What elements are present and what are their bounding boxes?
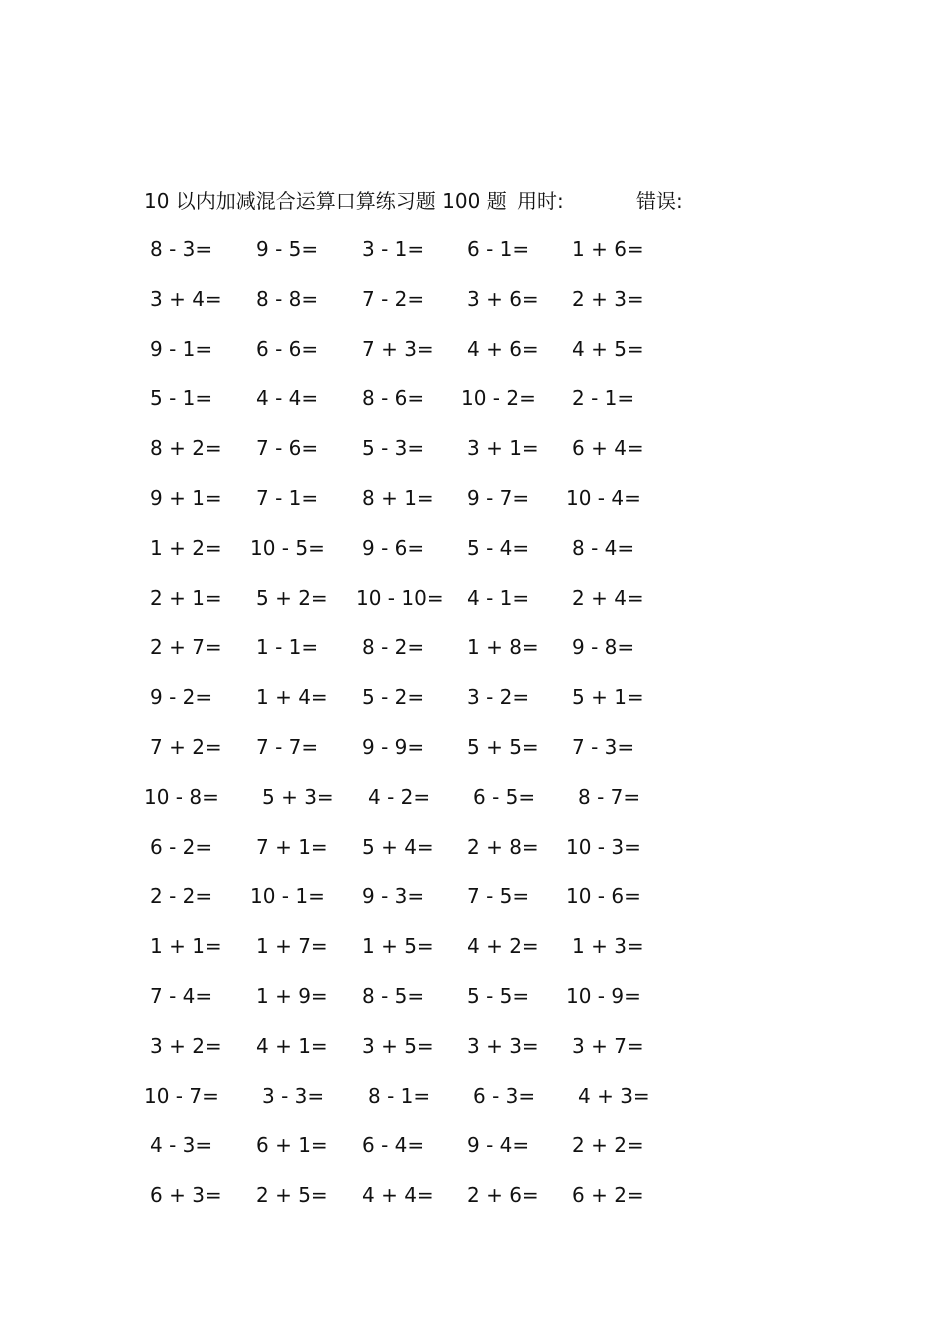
problem-row: [144, 732, 704, 782]
problem-item: 10 - 4=: [566, 485, 641, 510]
problem-item: 5 + 5=: [467, 734, 539, 759]
problem-item: 9 - 5=: [256, 237, 319, 261]
problem-item: 2 + 3=: [572, 286, 644, 311]
problem-item: 9 + 1=: [150, 485, 222, 510]
problem-item: 10 - 9=: [566, 983, 641, 1008]
problem-item: 2 + 1=: [150, 585, 222, 610]
problem-item: 9 - 2=: [150, 685, 213, 710]
problem-item: 1 + 1=: [150, 934, 222, 959]
problem-item: 4 + 5=: [572, 336, 644, 361]
problem-grid: [144, 234, 704, 1230]
problem-item: 1 + 7=: [256, 934, 328, 959]
problem-item: 3 + 5=: [362, 1033, 434, 1058]
problem-item: 6 - 1=: [467, 237, 530, 261]
problem-item: 4 + 1=: [256, 1033, 328, 1058]
problem-item: 5 - 2=: [362, 685, 425, 710]
problem-row: [144, 483, 704, 533]
problem-item: 6 - 5=: [473, 784, 536, 809]
problem-item: 2 + 6=: [467, 1183, 539, 1208]
problem-item: 2 + 4=: [572, 585, 644, 610]
problem-item: 3 + 6=: [467, 286, 539, 311]
problem-item: 7 - 6=: [256, 436, 319, 461]
problem-item: 7 + 1=: [256, 834, 328, 859]
problem-item: 6 + 3=: [150, 1183, 222, 1208]
problem-item: 4 - 2=: [368, 784, 431, 809]
problem-item: 4 - 1=: [467, 585, 530, 610]
problem-row: [144, 1081, 704, 1131]
problem-item: 5 - 4=: [467, 535, 530, 560]
problem-row: [144, 583, 704, 633]
problem-item: 8 - 1=: [368, 1083, 431, 1108]
worksheet-title: 10 以内加减混合运算口算练习题 100 题: [144, 189, 507, 213]
problem-item: 3 - 1=: [362, 237, 425, 261]
problem-item: 2 + 8=: [467, 834, 539, 859]
problem-item: 8 + 2=: [150, 436, 222, 461]
problem-item: 5 + 1=: [572, 685, 644, 710]
problem-item: 10 - 6=: [566, 884, 641, 909]
problem-item: 5 + 3=: [262, 784, 334, 809]
problem-row: [144, 1130, 704, 1180]
problem-item: 7 - 2=: [362, 286, 425, 311]
problem-item: 10 - 1=: [250, 884, 325, 909]
problem-item: 6 + 2=: [572, 1183, 644, 1208]
problem-item: 4 + 3=: [578, 1083, 650, 1108]
problem-item: 1 + 5=: [362, 934, 434, 959]
problem-item: 3 - 2=: [467, 685, 530, 710]
problem-item: 8 - 6=: [362, 386, 425, 411]
problem-item: 3 + 7=: [572, 1033, 644, 1058]
problem-item: 7 - 5=: [467, 884, 530, 909]
problem-item: 8 - 8=: [256, 286, 319, 311]
problem-item: 9 - 3=: [362, 884, 425, 909]
problem-item: 6 - 2=: [150, 834, 213, 859]
problem-row: [144, 881, 704, 931]
problem-row: [144, 782, 704, 832]
problem-item: 4 - 3=: [150, 1133, 213, 1158]
problem-row: [144, 334, 704, 384]
problem-item: 5 + 4=: [362, 834, 434, 859]
problem-item: 2 + 7=: [150, 635, 222, 660]
problem-item: 7 + 2=: [150, 734, 222, 759]
problem-row: [144, 533, 704, 583]
problem-item: 8 + 1=: [362, 485, 434, 510]
problem-item: 6 + 4=: [572, 436, 644, 461]
problem-item: 8 - 5=: [362, 983, 425, 1008]
problem-item: 8 - 3=: [150, 237, 213, 261]
problem-item: 2 + 5=: [256, 1183, 328, 1208]
problem-row: [144, 433, 704, 483]
problem-item: 1 + 2=: [150, 535, 222, 560]
problem-item: 7 + 3=: [362, 336, 434, 361]
problem-item: 6 - 4=: [362, 1133, 425, 1158]
problem-row: [144, 931, 704, 981]
problem-item: 3 + 3=: [467, 1033, 539, 1058]
problem-item: 9 - 4=: [467, 1133, 530, 1158]
problem-row: [144, 383, 704, 433]
problem-row: [144, 1031, 704, 1081]
problem-item: 3 + 4=: [150, 286, 222, 311]
problem-item: 5 - 3=: [362, 436, 425, 461]
problem-item: 10 - 2=: [461, 386, 536, 411]
problem-item: 2 - 2=: [150, 884, 213, 909]
problem-item: 10 - 7=: [144, 1083, 219, 1108]
problem-item: 8 - 7=: [578, 784, 641, 809]
problem-item: 5 - 1=: [150, 386, 213, 411]
problem-item: 4 + 2=: [467, 934, 539, 959]
problem-item: 1 + 6=: [572, 237, 644, 261]
problem-item: 6 - 3=: [473, 1083, 536, 1108]
problem-row: [144, 682, 704, 732]
problem-item: 1 + 3=: [572, 934, 644, 959]
problem-item: 7 - 3=: [572, 734, 635, 759]
problem-item: 1 - 1=: [256, 635, 319, 660]
problem-item: 9 - 1=: [150, 336, 213, 361]
problem-item: 6 - 6=: [256, 336, 319, 361]
problem-item: 4 + 4=: [362, 1183, 434, 1208]
problem-item: 8 - 2=: [362, 635, 425, 660]
problem-item: 2 + 2=: [572, 1133, 644, 1158]
problem-item: 3 - 3=: [262, 1083, 325, 1108]
problem-item: 10 - 5=: [250, 535, 325, 560]
problem-item: 7 - 1=: [256, 485, 319, 510]
problem-item: 3 + 2=: [150, 1033, 222, 1058]
problem-item: 10 - 8=: [144, 784, 219, 809]
problem-item: 1 + 9=: [256, 983, 328, 1008]
problem-item: 4 + 6=: [467, 336, 539, 361]
problem-item: 9 - 8=: [572, 635, 635, 660]
problem-item: 5 - 5=: [467, 983, 530, 1008]
error-label: 错误:: [636, 189, 683, 213]
problem-item: 9 - 9=: [362, 734, 425, 759]
problem-row: [144, 234, 704, 284]
problem-item: 9 - 6=: [362, 535, 425, 560]
problem-item: 10 - 10=: [356, 585, 444, 610]
problem-item: 2 - 1=: [572, 386, 635, 411]
problem-item: 4 - 4=: [256, 386, 319, 411]
problem-item: 10 - 3=: [566, 834, 641, 859]
time-label: 用时:: [517, 189, 564, 213]
problem-item: 7 - 4=: [150, 983, 213, 1008]
problem-item: 7 - 7=: [256, 734, 319, 759]
problem-row: [144, 632, 704, 682]
problem-item: 1 + 4=: [256, 685, 328, 710]
problem-item: 5 + 2=: [256, 585, 328, 610]
problem-row: [144, 284, 704, 334]
problem-item: 3 + 1=: [467, 436, 539, 461]
problem-row: [144, 832, 704, 882]
problem-item: 1 + 8=: [467, 635, 539, 660]
problem-row: [144, 1180, 704, 1230]
problem-item: 6 + 1=: [256, 1133, 328, 1158]
problem-item: 8 - 4=: [572, 535, 635, 560]
problem-row: [144, 981, 704, 1031]
problem-item: 9 - 7=: [467, 485, 530, 510]
